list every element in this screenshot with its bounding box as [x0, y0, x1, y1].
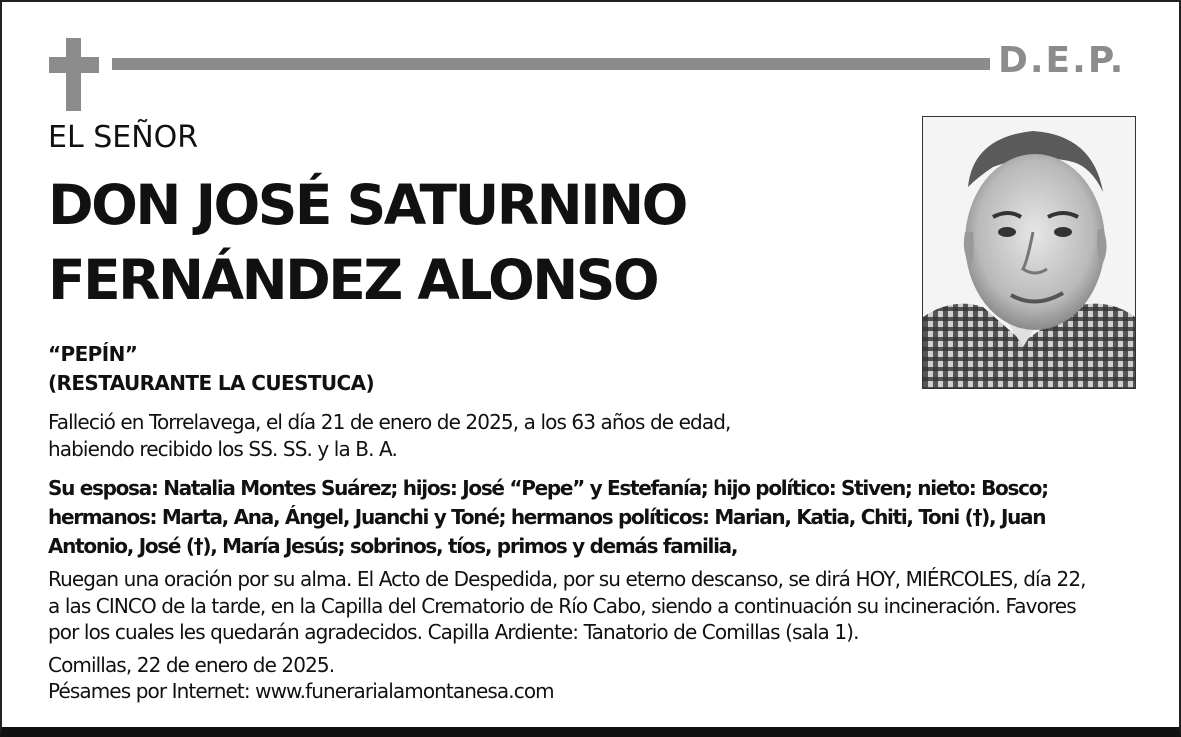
ceremony-line-3: por los cuales les quedarán agradecidos. Capilla Ardiente: Tanatorio de Comillas (sala 1).: [48, 620, 859, 644]
nickname: “PEPÍN”: [48, 342, 138, 366]
condolences-link[interactable]: Pésames por Internet: www.funerarialamontanesa.com: [48, 679, 554, 703]
place-date: Comillas, 22 de enero de 2025.: [48, 653, 335, 677]
family-line-1: Su esposa: Natalia Montes Suárez; hijos: José “Pepe” y Estefanía; hijo político: Stiven; nieto: Bosco;: [48, 476, 1048, 500]
death-line-1: Falleció en Torrelavega, el día 21 de enero de 2025, a los 63 años de edad,: [48, 410, 731, 434]
portrait-photo: [922, 116, 1136, 389]
family-line-2: hermanos: Marta, Ana, Ángel, Juanchi y Toné; hermanos políticos: Marian, Katia, Chiti, Toni (†), Juan: [48, 505, 1046, 529]
name-line-2: FERNÁNDEZ ALONSO: [48, 248, 658, 312]
ceremony-line-2: a las CINCO de la tarde, en la Capilla del Crematorio de Río Cabo, siendo a continuación su incineración. Favores: [48, 594, 1076, 618]
death-line-2: habiendo recibido los SS. SS. y la B. A.: [48, 437, 397, 461]
business-name: (RESTAURANTE LA CUESTUCA): [48, 371, 375, 395]
header-rule: [112, 58, 990, 70]
deceased-name: [48, 168, 686, 318]
name-line-1: DON JOSÉ SATURNINO: [48, 173, 686, 237]
family-line-3: Antonio, José (†), María Jesús; sobrinos, tíos, primos y demás familia,: [48, 534, 738, 558]
nickname-block: [48, 340, 374, 398]
dep-label: D.E.P.: [998, 40, 1126, 81]
honorific: EL SEÑOR: [48, 120, 199, 155]
portrait-image: [923, 117, 1135, 388]
ceremony-line-1: Ruegan una oración por su alma. El Acto de Despedida, por su eterno descanso, se dirá HOY, MIÉRCOLES, día 22,: [48, 567, 1086, 591]
